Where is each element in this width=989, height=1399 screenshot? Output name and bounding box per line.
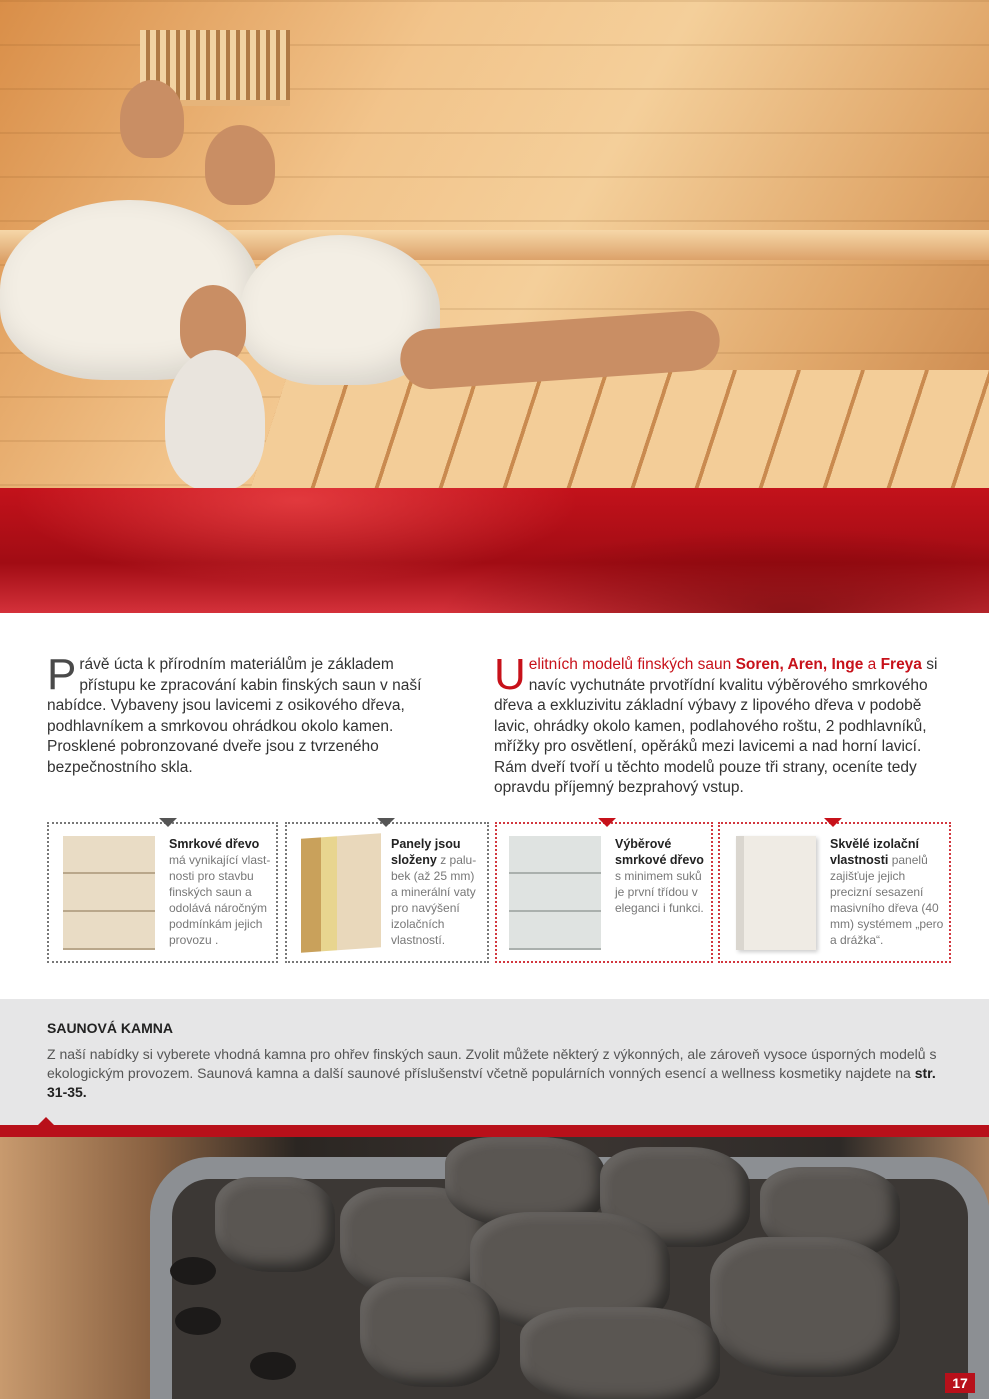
feature-title: Výběrové smrkové dřevo <box>615 837 704 867</box>
stone <box>215 1177 335 1272</box>
feature-text <box>169 836 275 948</box>
lower-bench <box>250 370 989 490</box>
feature-text <box>391 836 483 948</box>
red-divider <box>0 1125 989 1137</box>
page-number: 17 <box>945 1373 975 1393</box>
feature-desc: s minimem suků je první třídou v eleganci i funkci. <box>615 869 704 915</box>
sauna-family-photo <box>0 0 989 490</box>
intro-left-paragraph <box>47 650 447 778</box>
model-and: a <box>863 656 881 673</box>
stone <box>360 1277 500 1387</box>
pointer-arrow <box>598 818 616 827</box>
pointer-arrow <box>377 818 395 827</box>
feature-text <box>615 836 709 916</box>
intro-right-paragraph <box>494 650 954 799</box>
feature-text <box>830 836 946 948</box>
section-title: SAUNOVÁ KAMNA <box>47 1020 173 1036</box>
pointer-arrow <box>824 818 842 827</box>
stove-vent-hole <box>175 1307 221 1335</box>
sauna-stoves-section <box>0 999 989 1125</box>
feature-desc: z palu-bek (až 25 mm) a minerální vaty pro navýšení izolačních vlastností. <box>391 853 477 947</box>
select-spruce-image <box>509 836 601 950</box>
spruce-wood-image <box>63 836 155 950</box>
man-head <box>120 80 184 158</box>
panel-cross-section-image <box>301 833 381 953</box>
stove-vent-hole <box>170 1257 216 1285</box>
pointer-arrow <box>159 818 177 827</box>
stone <box>520 1307 720 1399</box>
feature-title: Panely jsou složeny <box>391 837 461 867</box>
divider-notch <box>37 1117 55 1126</box>
dropcap-p: P <box>47 650 77 699</box>
feature-desc: panelů zajišťuje jejich precizní sesazení masivního dřeva (40 mm) systémem „pero a drážka“. <box>830 853 944 947</box>
model-last: Freya <box>880 656 922 673</box>
feature-box-insulation <box>718 822 951 963</box>
section-body <box>47 1045 947 1102</box>
page-reference: str. 31-35. <box>47 1065 936 1100</box>
feature-box-spruce <box>47 822 278 963</box>
sauna-stove-stones-photo <box>0 1137 989 1399</box>
feature-box-select-spruce <box>495 822 713 963</box>
feature-title: Skvělé izolační vlastnosti <box>830 837 919 867</box>
intro-right-text: si navíc vychutnáte prvotřídní kvalitu výběrového smrkového dřeva a exkluzivitu základní výbavy z lipového dřeva v podobě lavic, ohrádky okolo kamen, podlahového roštu, 2 podhlavníků, mřížky pro osvětlení, opěráků mezi lavicemi a nad horní lavicí. Rám dveří tvoří u těchto modelů pouze tři strany, oceníte tedy opravdu příjemný bezprahový vstup. <box>494 656 938 796</box>
model-names: Soren, Aren, Inge <box>735 656 864 673</box>
feature-box-panels <box>285 822 489 963</box>
intro-right-lead: elitních modelů finských saun <box>528 656 736 673</box>
tongue-groove-panel-image <box>736 836 816 950</box>
stone <box>710 1237 900 1377</box>
stove-vent-hole <box>250 1352 296 1380</box>
red-decorative-band <box>0 488 989 613</box>
dropcap-u: U <box>494 650 526 699</box>
woman-head <box>205 125 275 205</box>
feature-title: Smrkové dřevo <box>169 837 260 851</box>
girl-body <box>165 350 265 490</box>
intro-left-text: rávě úcta k přírodním materiálům je základem přístupu ke zpracování kabin finských saun v naší nabídce. Vybaveny jsou lavicemi z osikového dřeva, podhlavníkem a smrkovou ohrádkou okolo kamen. Prosklené pobronzované dveře jsou z tvrzeného bezpečnostního skla. <box>47 656 422 776</box>
feature-desc: má vynikající vlast-nosti pro stavbu finských saun a odolává náročným podmínkám jejich provozu . <box>169 853 271 947</box>
section-text: Z naší nabídky si vyberete vhodná kamna pro ohřev finských saun. Zvolit můžete některý z výkonných, ale zároveň vysoce úsporných modelů s ekologickým provozem. Saunová kamna a další saunové příslušenství včetně populárních vonných esencí a wellness kosmetiky najdete na <box>47 1046 937 1081</box>
